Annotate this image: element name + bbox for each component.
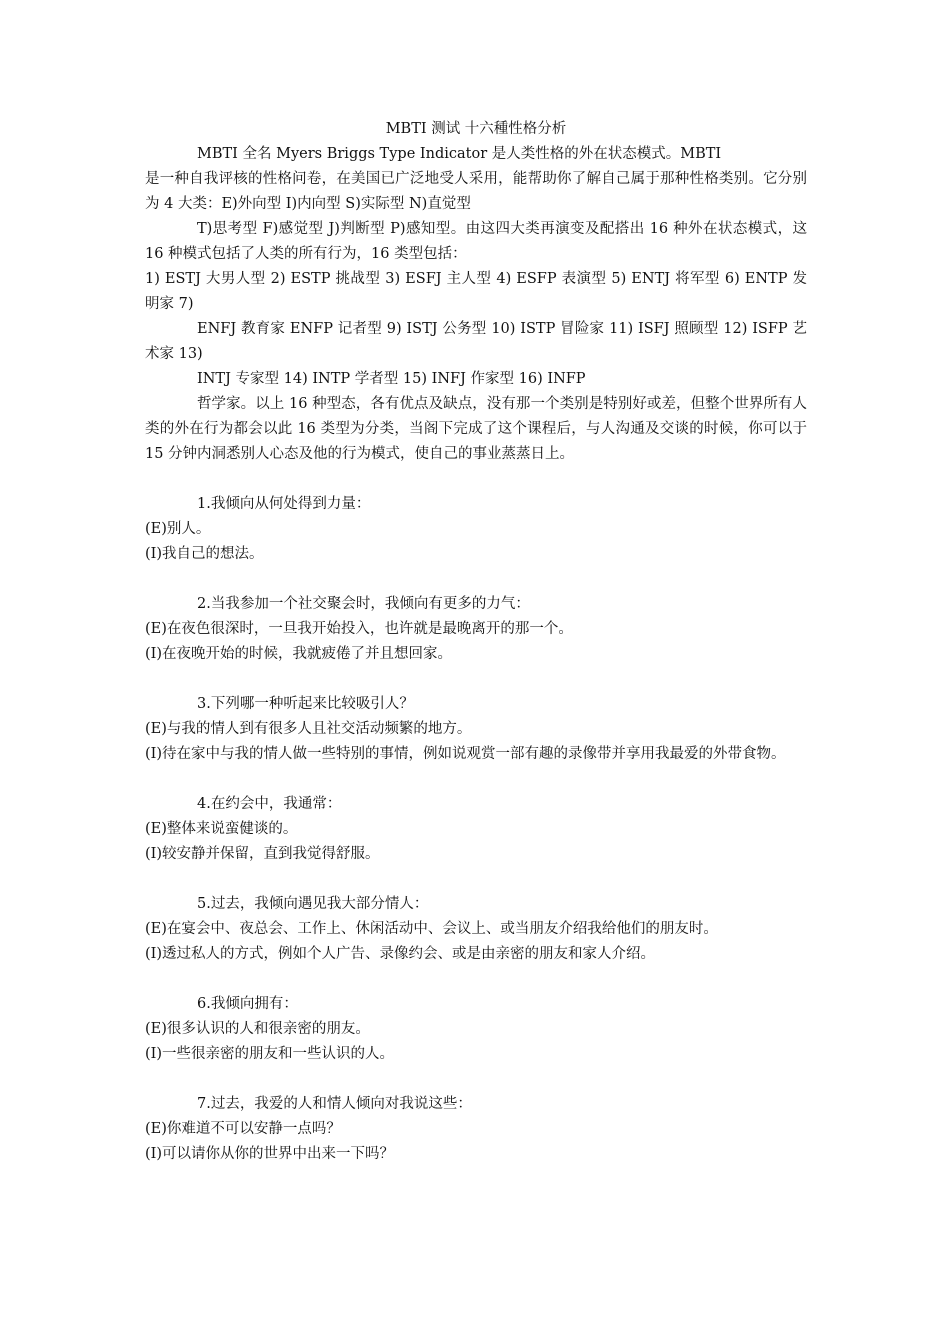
- option-i: (I)在夜晚开始的时候，我就疲倦了并且想回家。: [145, 646, 453, 662]
- intro-paragraph: 哲学家。以上 16 种型态，各有优点及缺点，没有那一个类别是特别好或差，但整个世界所有人类的外在行为都会以此 16 类型为分类，当阁下完成了这个课程后，与人沟通及交谈的时候，你可以于 15 分钟内洞悉别人心态及他的行为模式，使自己的事业蒸蒸日上。: [145, 396, 807, 462]
- spacer: [145, 467, 807, 492]
- intro-paragraph: MBTI 全名 Myers Briggs Type Indicator 是人类性格的外在状态模式。MBTI: [197, 146, 722, 162]
- question-text: 7.过去，我爱的人和情人倾向对我说这些：: [197, 1096, 472, 1112]
- option-i: (I)待在家中与我的情人做一些特别的事情，例如说观赏一部有趣的录像带并享用我最爱的外带食物。: [145, 746, 786, 762]
- option-e: (E)与我的情人到有很多人且社交活动频繁的地方。: [145, 721, 472, 737]
- option-i: (I)一些很亲密的朋友和一些认识的人。: [145, 1046, 395, 1062]
- option-e: (E)在宴会中、夜总会、工作上、休闲活动中、会议上、或当朋友介绍我给他们的朋友时。: [145, 921, 718, 937]
- option-i: (I)较安静并保留，直到我觉得舒服。: [145, 846, 380, 862]
- option-e: (E)你难道不可以安静一点吗？: [145, 1121, 341, 1137]
- option-e: (E)很多认识的人和很亲密的朋友。: [145, 1021, 370, 1037]
- intro-section: [145, 142, 807, 467]
- question-4: [145, 792, 807, 867]
- document-title: MBTI 测试 十六種性格分析: [385, 121, 567, 137]
- option-e: (E)在夜色很深时，一旦我开始投入，也许就是最晚离开的那一个。: [145, 621, 573, 637]
- spacer: [145, 667, 807, 692]
- question-text: 1.我倾向从何处得到力量：: [197, 496, 371, 512]
- intro-paragraph: INTJ 专家型 14) INTP 学者型 15) INFJ 作家型 16) INFP: [197, 371, 586, 387]
- option-e: (E)整体来说蛮健谈的。: [145, 821, 298, 837]
- intro-paragraph: 1) ESTJ 大男人型 2) ESTP 挑战型 3) ESFJ 主人型 4) ESFP 表演型 5) ENTJ 将军型 6) ENTP 发明家 7): [145, 271, 807, 312]
- spacer: [145, 567, 807, 592]
- question-text: 2.当我参加一个社交聚会时，我倾向有更多的力气：: [197, 596, 530, 612]
- question-text: 6.我倾向拥有：: [197, 996, 298, 1012]
- question-2: [145, 592, 807, 667]
- spacer: [145, 767, 807, 792]
- intro-paragraph: T)思考型 F)感觉型 J)判断型 P)感知型。由这四大类再演变及配搭出 16 种外在状态模式，这 16 种模式包括了人类的所有行为，16 类型包括：: [145, 221, 807, 262]
- intro-paragraph: 是一种自我评核的性格问卷，在美国已广泛地受人采用，能帮助你了解自己属于那种性格类别。它分别为 4 大类：E)外向型 I)内向型 S)实际型 N)直觉型: [145, 171, 807, 212]
- spacer: [145, 867, 807, 892]
- question-text: 3.下列哪一种听起来比较吸引人？: [197, 696, 414, 712]
- spacer: [145, 1067, 807, 1092]
- option-e: (E)别人。: [145, 521, 211, 537]
- question-6: [145, 992, 807, 1067]
- question-1: [145, 492, 807, 567]
- option-i: (I)透过私人的方式，例如个人广告、录像约会、或是由亲密的朋友和家人介绍。: [145, 946, 656, 962]
- option-i: (I)可以请你从你的世界中出来一下吗？: [145, 1146, 395, 1162]
- question-7: [145, 1092, 807, 1167]
- option-i: (I)我自己的想法。: [145, 546, 264, 562]
- intro-paragraph: ENFJ 教育家 ENFP 记者型 9) ISTJ 公务型 10) ISTP 冒险家 11) ISFJ 照顾型 12) ISFP 艺术家 13): [145, 321, 807, 362]
- question-text: 5.过去，我倾向遇见我大部分情人：: [197, 896, 429, 912]
- question-text: 4.在约会中，我通常：: [197, 796, 342, 812]
- document-body: [145, 117, 807, 1167]
- spacer: [145, 967, 807, 992]
- question-5: [145, 892, 807, 967]
- question-3: [145, 692, 807, 767]
